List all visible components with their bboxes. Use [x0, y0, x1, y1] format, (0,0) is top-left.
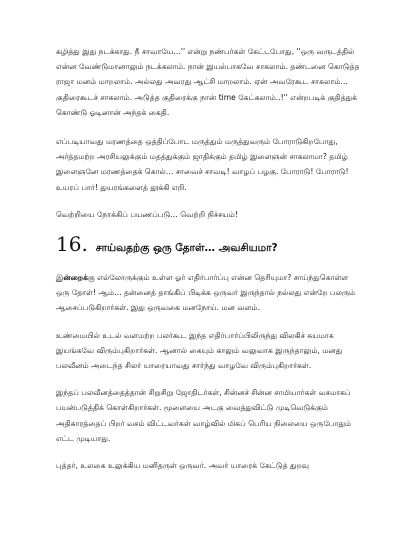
paragraph-4-lead: இன்றைக்கு: [56, 273, 95, 283]
chapter-title: சாய்வதற்கு ஒரு தோள்… அவசியமா?: [95, 242, 278, 255]
paragraph-1: கழித்து இது நடக்காது. நீ சாவாயே…'' என்று நண்பர்கள் கேட்டபோது, ''ஒரு வருடத்தில் என்ன வேண்டுமானாலும் நடக்கலாம். நான் இயல்பாகவே சாகலாம். தண்டனை கொடுத்த ராஜா மனம் மாறலாம். அல்லது அவரது ஆட்சி மாறலாம். ஏன் அவரேகூட சாகலாம்… குதிரைகூடச் சாகலாம். அடுத்த குதிரைக்கு நான் time கேட்கலாம்..!'' என்றபடிக் குதித்துக் கொண்டு ஓடினான் அந்தக் கைதி.: [56, 47, 360, 117]
paragraph-3: வெற்றியை நோக்கிப் பயணப்படு… வெற்றி நிச்சயம்!: [56, 209, 238, 219]
chapter-heading: [56, 232, 364, 260]
paragraph-4-text: எல்லோருக்கும் உள்ள ஓர் எதிர்பார்ப்பு என்ன தெரியுமா? சாய்ந்துகொள்ள ஒரு தோள்! ஆம்… தன்னைத் தாங்கிப் பிடிக்க ஒருவர் இருந்தால் நல்லது என்றே பலரும் ஆசைப்படுகிறார்கள். இது ஒருவகை மனநோய். மன வளம்.: [56, 273, 356, 313]
paragraph-7: புத்தர், உலகை உலுக்கிய மனிதருள் ஒருவர். அவர் யாரைக் கேட்டுத் துறவு: [56, 461, 310, 471]
paragraph-4: [56, 270, 364, 316]
chapter-number: 16.: [56, 232, 88, 257]
paragraph-6: இந்தப் பலவீனத்தைத்தான் சிறுசிறு ஜோதிடர்கள், சின்னச் சின்ன சாமியார்கள் வசமாகப் பயன்படுத்திக் கொள்கிறார்கள். மூளையை அடகு வைத்துவிட்டு முடிவெடுக்கும் அதிகாரத்தைப் பிறர் வசம் விட்டவர்கள் வாழ்வில் மிகப் பெரிய நிலையை ஒருபோதும் எட்ட முடியாது.: [56, 388, 352, 443]
paragraph-2: எப்படியாவது மரணத்தை ஒத்திப்போட மருத்தும் மருத்துவரும் போராடுகிறபோது, அர்த்தமற்ற அரசியலுக்கும் மதத்துக்கும் ஜாதிக்கும் தமிழ் இளைஞன் சாகலாமா? தமிழ் இளைஞனே மரணத்தைக் கொல்… சாவைச் சாவடி! வாழப் பழகு. போராடு! போராடு! உயரப் பார்! துயரங்களைத் தூக்கி எறி.: [56, 137, 349, 192]
paragraph-5: உண்மையில் உடல் வளமற்ற பலர்கூட இந்த எதிர்பார்ப்பிலிருந்து விலகிச் சுயமாக இயங்கவே விரும்புகிறார்கள். ஆனால் கையும் காலும் வலுவாக இருந்தாலும், மனது பலவீனம் அடைந்த சிலர் யாரையாவது சார்ந்து வாழவே விரும்புகிறார்கள்.: [56, 330, 343, 371]
